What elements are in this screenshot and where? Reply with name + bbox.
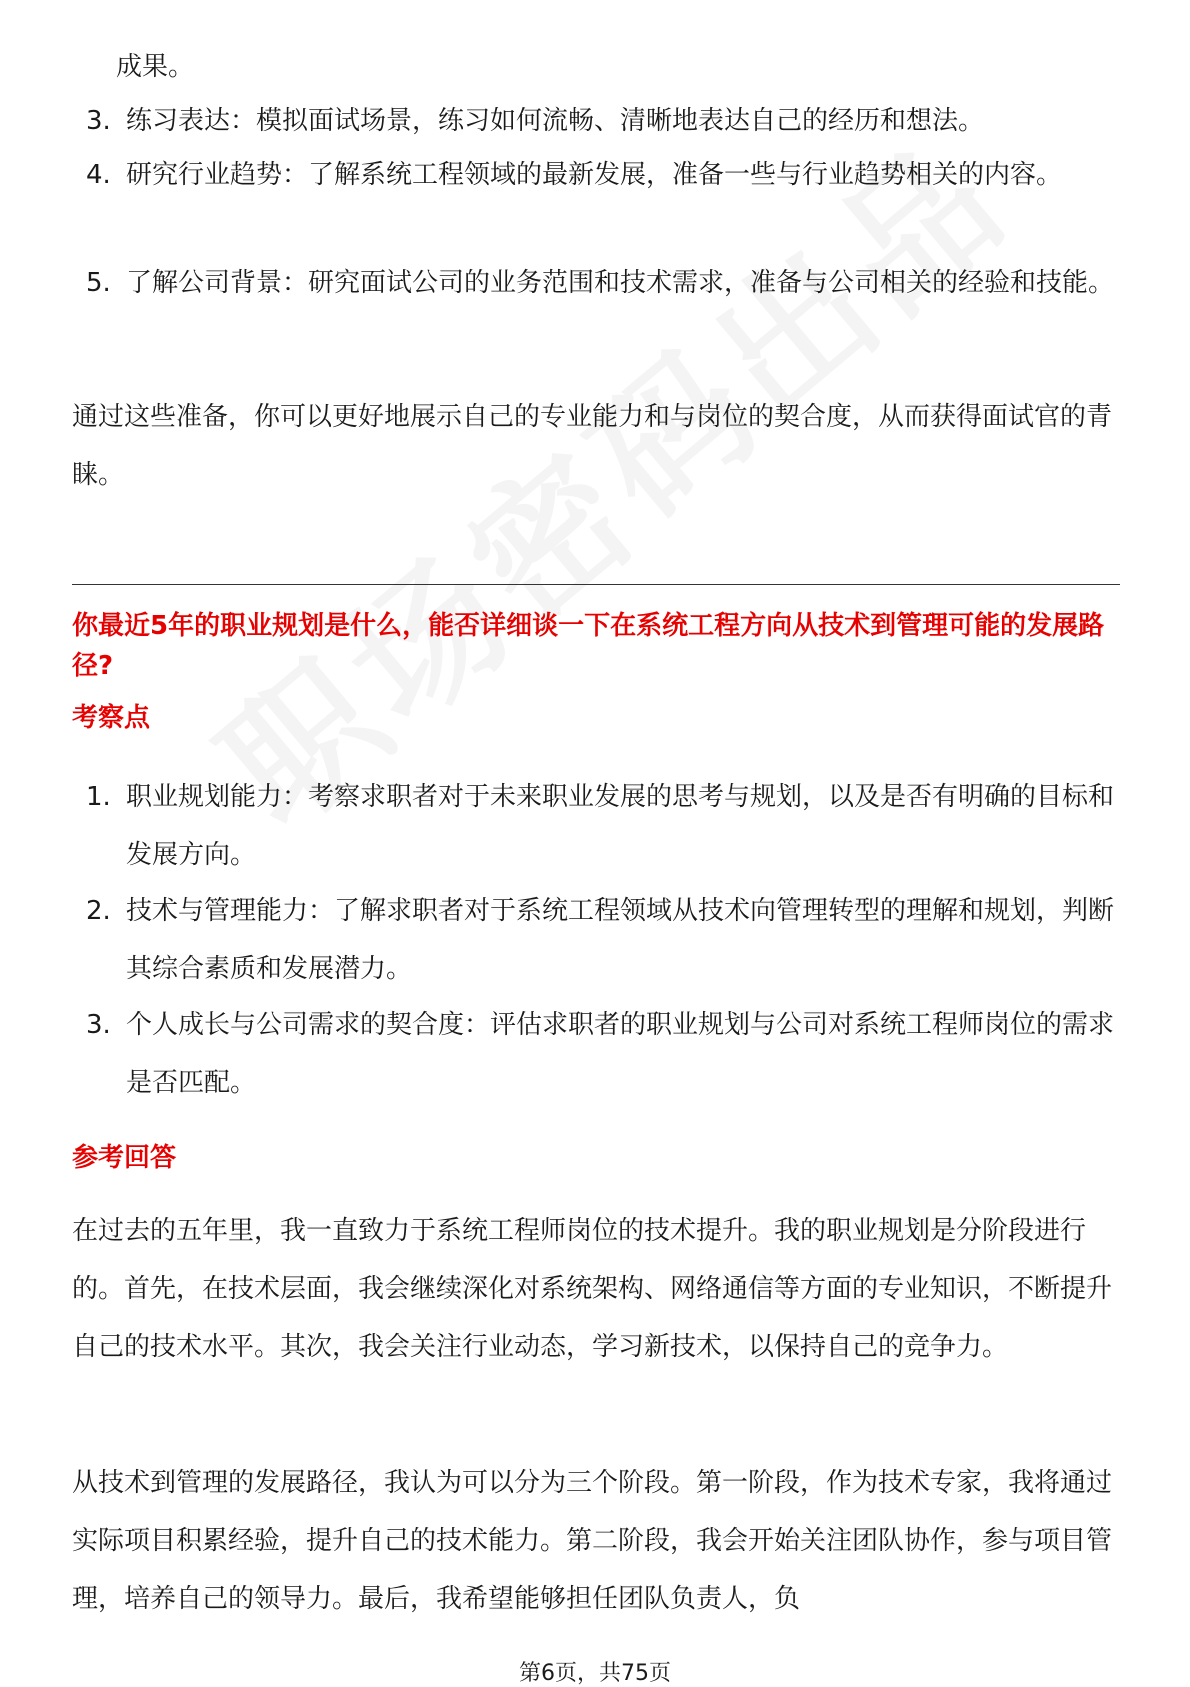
answer-paragraph: 从技术到管理的发展路径，我认为可以分为三个阶段。第一阶段，作为技术专家，我将通过实际项目积累经验，提升自己的技术能力。第二阶段，我会开始关注团队协作，参与项目管理，培养自己的领导力。最后，我希望能够担任团队负责人，负 [72, 1468, 1113, 1614]
list-number: 3. [86, 106, 111, 136]
list-number: 2. [86, 896, 111, 926]
interview-question: 你最近5年的职业规划是什么，能否详细谈一下在系统工程方向从技术到管理可能的发展路径? [72, 611, 1105, 681]
answer-heading: 参考回答 [72, 1143, 177, 1173]
list-number: 5. [86, 268, 111, 298]
list-text: 了解公司背景：研究面试公司的业务范围和技术需求，准备与公司相关的经验和技能。 [126, 268, 1115, 298]
list-text: 个人成长与公司需求的契合度：评估求职者的职业规划与公司对系统工程师岗位的需求是否匹配。 [126, 1010, 1115, 1098]
summary-paragraph: 通过这些准备，你可以更好地展示自己的专业能力和与岗位的契合度，从而获得面试官的青睐。 [72, 402, 1113, 490]
list-text: 研究行业趋势：了解系统工程领域的最新发展，准备一些与行业趋势相关的内容。 [126, 160, 1063, 190]
section-divider [72, 584, 1120, 585]
list-text: 技术与管理能力：了解求职者对于系统工程领域从技术向管理转型的理解和规划，判断其综合素质和发展潜力。 [126, 896, 1115, 984]
page-number: 第6页，共75页 [519, 1661, 671, 1686]
list-text: 练习表达：模拟面试场景，练习如何流畅、清晰地表达自己的经历和想法。 [126, 106, 985, 136]
list-number: 4. [86, 160, 111, 190]
list-number: 1. [86, 782, 111, 812]
answer-paragraph: 在过去的五年里，我一直致力于系统工程师岗位的技术提升。我的职业规划是分阶段进行的。首先，在技术层面，我会继续深化对系统架构、网络通信等方面的专业知识，不断提升自己的技术水平。其次，我会关注行业动态，学习新技术，以保持自己的竞争力。 [72, 1216, 1113, 1362]
continuation-text: 成果。 [116, 52, 195, 82]
list-number: 3. [86, 1010, 111, 1040]
list-text: 职业规划能力：考察求职者对于未来职业发展的思考与规划，以及是否有明确的目标和发展方向。 [126, 782, 1115, 870]
assessment-heading: 考察点 [72, 703, 151, 733]
